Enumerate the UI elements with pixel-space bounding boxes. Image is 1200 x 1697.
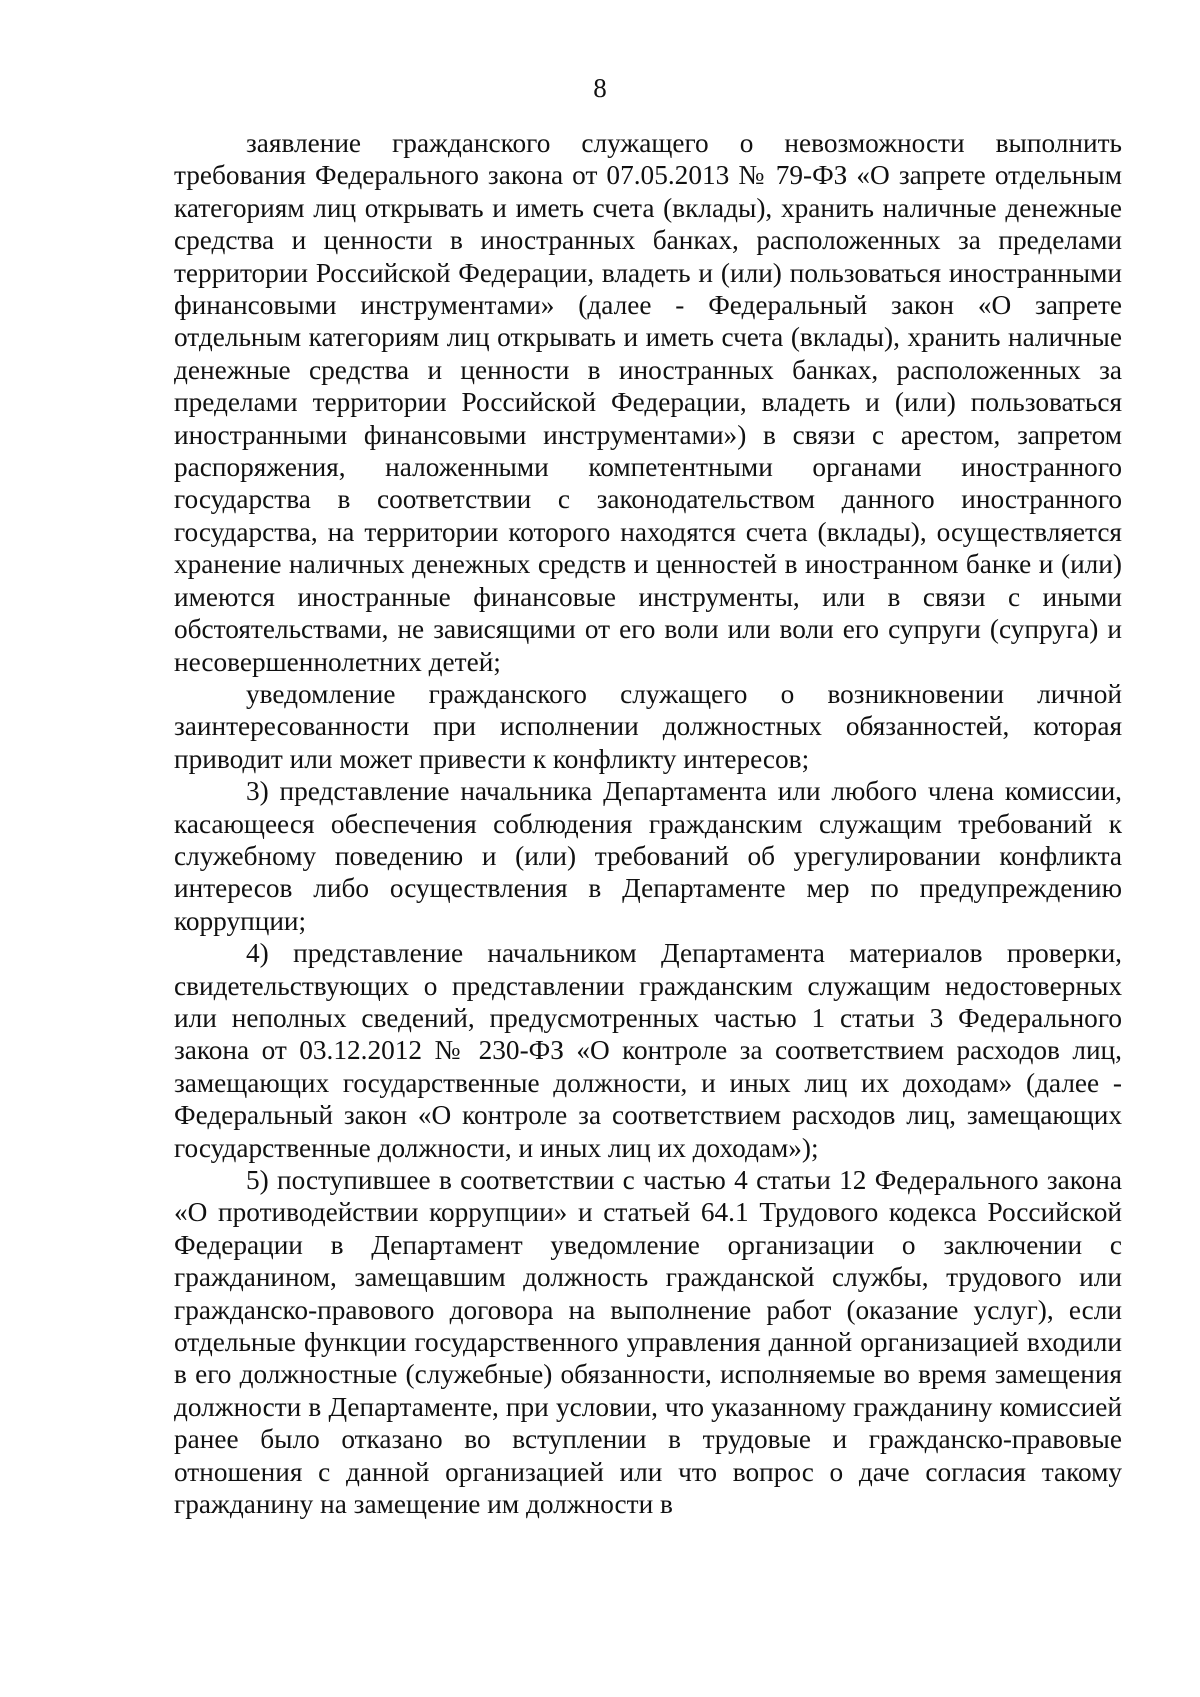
paragraph-notification-interest: уведомление гражданского служащего о возникновении личной заинтересованности при исполнении должностных обязанностей, которая приводит или может привести к конфликту интересов; (174, 678, 1122, 774)
paragraph-item-4: 4) представление начальником Департамента материалов проверки, свидетельствующих о представлении гражданским служащим недостоверных или неполных сведений, предусмотренных частью 1 статьи 3 Федерального закона от 03.12.2012 № 230-ФЗ «О контроле за соответствием расходов лиц, замещающих государственные должности, и иных лиц их доходам» (далее - Федеральный закон «О контроле за соответствием расходов лиц, замещающих государственные должности, и иных лиц их доходам»); (174, 938, 1122, 1163)
paragraph-statement-impossibility: заявление гражданского служащего о невозможности выполнить требования Федерального закона от 07.05.2013 № 79-ФЗ «О запрете отдельным категориям лиц открывать и иметь счета (вклады), хранить наличные денежные средства и ценности в иностранных банках, расположенных за пределами территории Российской Федерации, владеть и (или) пользоваться иностранными финансовыми инструментами» (далее - Федеральный закон «О запрете отдельным категориям лиц открывать и иметь счета (вклады), хранить наличные денежные средства и ценности в иностранных банках, расположенных за пределами территории Российской Федерации, владеть и (или) пользоваться иностранными финансовыми инструментами») в связи с арестом, запретом распоряжения, наложенными компетентными органами иностранного государства в соответствии с законодательством данного иностранного государства, на территории которого находятся счета (вклады), осуществляется хранение наличных денежных средств и ценностей в иностранном банке и (или) имеются иностранные финансовые инструменты, или в связи с иными обстоятельствами, не зависящими от его воли или воли его супруги (супруга) и несовершеннолетних детей; (174, 128, 1122, 677)
document-body (174, 127, 1122, 1520)
paragraph-item-5: 5) поступившее в соответствии с частью 4 статьи 12 Федерального закона «О противодействии коррупции» и статьей 64.1 Трудового кодекса Российской Федерации в Департамент уведомление организации о заключении с гражданином, замещавшим должность гражданской службы, трудового или гражданско-правового договора на выполнение работ (оказание услуг), если отдельные функции государственного управления данной организацией входили в его должностные (служебные) обязанности, исполняемые во время замещения должности в Департаменте, при условии, что указанному гражданину комиссией ранее было отказано во вступлении в трудовые и гражданско-правовые отношения с данной организацией или что вопрос о даче согласия такому гражданину на замещение им должности в (174, 1165, 1122, 1520)
page-number: 8 (593, 73, 607, 103)
paragraph-item-3: 3) представление начальника Департамента или любого члена комиссии, касающееся обеспечения соблюдения гражданским служащим требований к служебному поведению и (или) требований об урегулировании конфликта интересов либо осуществления в Департаменте мер по предупреждению коррупции; (174, 776, 1122, 936)
